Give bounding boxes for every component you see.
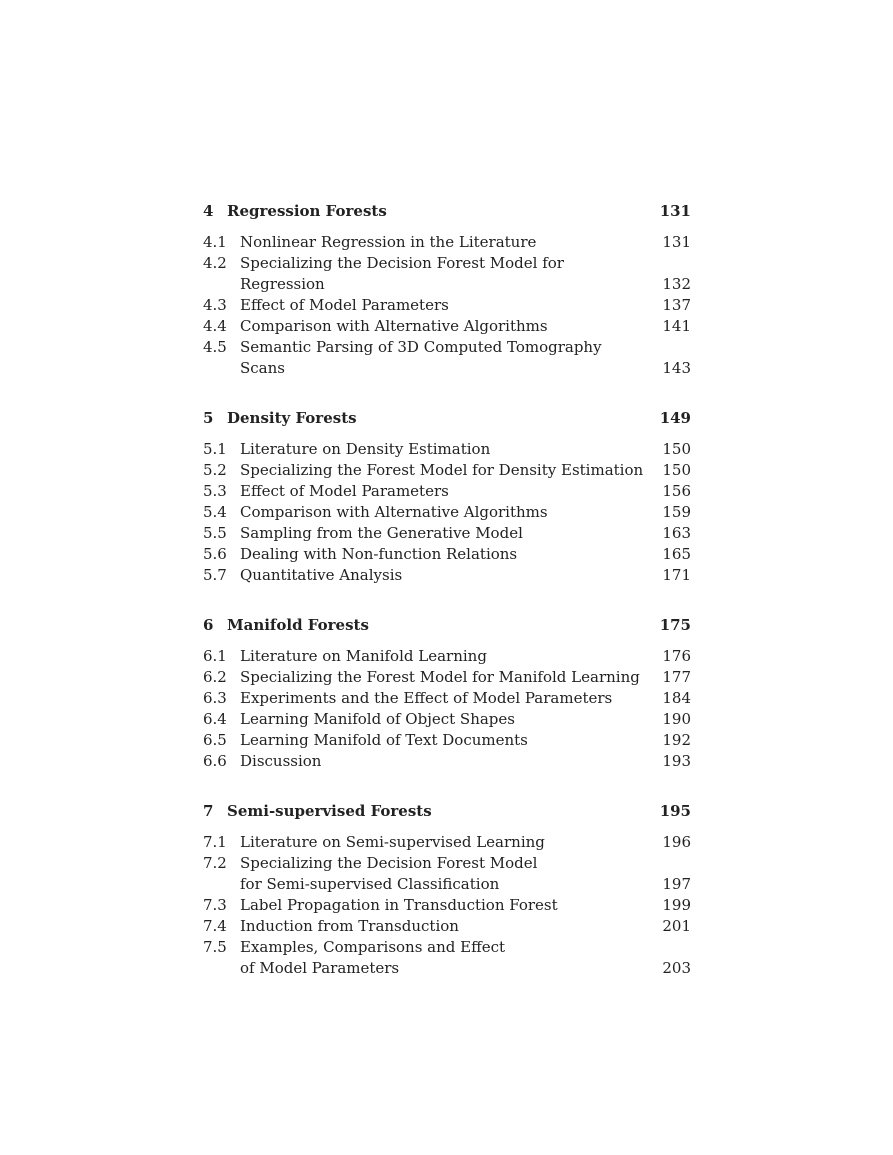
section-page-number: 150 xyxy=(662,440,691,458)
section-page-number: 203 xyxy=(662,959,691,977)
toc-entry[interactable] xyxy=(203,502,691,523)
toc-entry[interactable] xyxy=(203,751,691,772)
section-number: 4.5 xyxy=(203,338,227,356)
section-page-number: 199 xyxy=(662,896,691,914)
chapter-section xyxy=(203,201,691,379)
section-title-line: Specializing the Decision Forest Model for Regression xyxy=(240,254,564,293)
section-title xyxy=(240,916,651,937)
section-list xyxy=(203,832,691,979)
toc-entry[interactable] xyxy=(203,253,691,295)
chapter-page-number: 175 xyxy=(659,616,691,634)
section-number: 5.1 xyxy=(203,440,227,458)
section-number: 6.5 xyxy=(203,731,227,749)
section-title xyxy=(240,688,651,709)
chapter-section xyxy=(203,801,691,979)
section-title xyxy=(240,667,651,688)
section-page-number: 159 xyxy=(662,503,691,521)
toc-entry[interactable] xyxy=(203,895,691,916)
section-title-line: Quantitative Analysis xyxy=(240,566,403,584)
section-number: 5.6 xyxy=(203,545,227,563)
section-page-number: 165 xyxy=(662,545,691,563)
section-page-number: 141 xyxy=(662,317,691,335)
section-number: 5.5 xyxy=(203,524,227,542)
chapter-title: Density Forests xyxy=(227,409,357,427)
chapter-title: Regression Forests xyxy=(227,202,387,220)
section-title-line: for Semi-supervised Classification xyxy=(240,875,500,893)
chapter-heading-left xyxy=(203,408,357,429)
section-title xyxy=(240,544,651,565)
section-title xyxy=(240,523,651,544)
section-title-line: Comparison with Alternative Algorithms xyxy=(240,503,548,521)
section-title-line: Learning Manifold of Text Documents xyxy=(240,731,528,749)
section-number: 4.4 xyxy=(203,317,227,335)
section-title-line: Dealing with Non-function Relations xyxy=(240,545,518,563)
section-number: 5.2 xyxy=(203,461,227,479)
toc-entry[interactable] xyxy=(203,667,691,688)
section-page-number: 171 xyxy=(662,566,691,584)
chapter-section xyxy=(203,615,691,772)
section-title-line: Induction from Transduction xyxy=(240,917,459,935)
section-number: 4.2 xyxy=(203,254,227,272)
section-title xyxy=(240,646,651,667)
section-title-line: Label Propagation in Transduction Forest xyxy=(240,896,558,914)
chapter-number: 7 xyxy=(203,802,214,820)
section-title-line: Effect of Model Parameters xyxy=(240,296,449,314)
section-title xyxy=(240,565,651,586)
section-title xyxy=(240,295,651,316)
section-page-number: 163 xyxy=(662,524,691,542)
section-page-number: 143 xyxy=(662,359,691,377)
section-title xyxy=(240,853,651,895)
section-number: 4.3 xyxy=(203,296,227,314)
toc-entry[interactable] xyxy=(203,646,691,667)
section-title xyxy=(240,253,651,295)
section-title xyxy=(240,709,651,730)
chapter-number: 4 xyxy=(203,202,214,220)
section-title xyxy=(240,751,651,772)
section-page-number: 190 xyxy=(662,710,691,728)
section-number: 7.2 xyxy=(203,854,227,872)
section-title xyxy=(240,481,651,502)
section-title-line: Semantic Parsing of 3D Computed Tomography Scans xyxy=(240,338,602,377)
section-title xyxy=(240,937,651,979)
section-number: 6.2 xyxy=(203,668,227,686)
toc-entry[interactable] xyxy=(203,853,691,895)
section-title xyxy=(240,730,651,751)
section-number: 6.6 xyxy=(203,752,227,770)
chapter-number: 6 xyxy=(203,616,214,634)
section-page-number: 132 xyxy=(662,275,691,293)
chapter-page-number: 149 xyxy=(659,409,691,427)
section-page-number: 184 xyxy=(662,689,691,707)
section-number: 7.5 xyxy=(203,938,227,956)
chapter-heading[interactable] xyxy=(203,615,691,636)
chapter-heading-left xyxy=(203,615,369,636)
section-page-number: 192 xyxy=(662,731,691,749)
section-list xyxy=(203,646,691,772)
section-page-number: 193 xyxy=(662,752,691,770)
toc-entry[interactable] xyxy=(203,832,691,853)
chapter-title: Semi-supervised Forests xyxy=(227,802,432,820)
section-title-line: Specializing the Decision Forest Model xyxy=(240,854,538,872)
section-page-number: 196 xyxy=(662,833,691,851)
toc-entry[interactable] xyxy=(203,523,691,544)
section-title-line: Specializing the Forest Model for Manifold Learning xyxy=(240,668,640,686)
section-page-number: 176 xyxy=(662,647,691,665)
section-title-line: Sampling from the Generative Model xyxy=(240,524,523,542)
toc-entry[interactable] xyxy=(203,337,691,379)
toc-entry[interactable] xyxy=(203,544,691,565)
chapter-heading[interactable] xyxy=(203,408,691,429)
section-number: 7.4 xyxy=(203,917,227,935)
section-page-number: 197 xyxy=(662,875,691,893)
chapter-page-number: 131 xyxy=(659,202,691,220)
section-title xyxy=(240,439,651,460)
section-title xyxy=(240,337,651,379)
section-title-line: Literature on Semi-supervised Learning xyxy=(240,833,545,851)
section-title-line: Literature on Density Estimation xyxy=(240,440,491,458)
toc-entry[interactable] xyxy=(203,439,691,460)
table-of-contents xyxy=(203,201,691,1008)
section-title-line: Experiments and the Effect of Model Parameters xyxy=(240,689,613,707)
toc-entry[interactable] xyxy=(203,460,691,481)
section-title-line: Nonlinear Regression in the Literature xyxy=(240,233,537,251)
section-number: 5.3 xyxy=(203,482,227,500)
toc-entry[interactable] xyxy=(203,316,691,337)
toc-entry[interactable] xyxy=(203,232,691,253)
toc-entry[interactable] xyxy=(203,730,691,751)
section-page-number: 137 xyxy=(662,296,691,314)
section-page-number: 201 xyxy=(662,917,691,935)
section-title-line: Literature on Manifold Learning xyxy=(240,647,487,665)
section-page-number: 150 xyxy=(662,461,691,479)
section-number: 7.1 xyxy=(203,833,227,851)
section-title xyxy=(240,316,651,337)
chapter-heading[interactable] xyxy=(203,801,691,822)
chapter-title: Manifold Forests xyxy=(227,616,369,634)
section-number: 6.1 xyxy=(203,647,227,665)
section-title-line: of Model Parameters xyxy=(240,959,400,977)
section-number: 5.7 xyxy=(203,566,227,584)
section-number: 4.1 xyxy=(203,233,227,251)
section-title-line: Examples, Comparisons and Effect xyxy=(240,938,506,956)
chapter-heading[interactable] xyxy=(203,201,691,222)
toc-entry[interactable] xyxy=(203,481,691,502)
chapter-section xyxy=(203,408,691,586)
section-title-line: Effect of Model Parameters xyxy=(240,482,449,500)
section-title-line: Specializing the Forest Model for Density Estimation xyxy=(240,461,644,479)
section-list xyxy=(203,439,691,586)
toc-entry[interactable] xyxy=(203,937,691,979)
section-list xyxy=(203,232,691,379)
section-number: 7.3 xyxy=(203,896,227,914)
section-title-line: Discussion xyxy=(240,752,322,770)
section-number: 6.4 xyxy=(203,710,227,728)
toc-entry[interactable] xyxy=(203,688,691,709)
section-title-line: Comparison with Alternative Algorithms xyxy=(240,317,548,335)
toc-entry[interactable] xyxy=(203,709,691,730)
toc-entry[interactable] xyxy=(203,565,691,586)
toc-entry[interactable] xyxy=(203,295,691,316)
section-page-number: 131 xyxy=(662,233,691,251)
toc-entry[interactable] xyxy=(203,916,691,937)
section-number: 6.3 xyxy=(203,689,227,707)
section-title xyxy=(240,502,651,523)
section-number: 5.4 xyxy=(203,503,227,521)
section-title xyxy=(240,232,651,253)
section-title-line: Learning Manifold of Object Shapes xyxy=(240,710,515,728)
chapter-number: 5 xyxy=(203,409,214,427)
section-title xyxy=(240,832,651,853)
section-title xyxy=(240,460,651,481)
section-page-number: 156 xyxy=(662,482,691,500)
section-title xyxy=(240,895,651,916)
chapter-heading-left xyxy=(203,201,387,222)
section-page-number: 177 xyxy=(662,668,691,686)
chapter-heading-left xyxy=(203,801,432,822)
chapter-page-number: 195 xyxy=(659,802,691,820)
